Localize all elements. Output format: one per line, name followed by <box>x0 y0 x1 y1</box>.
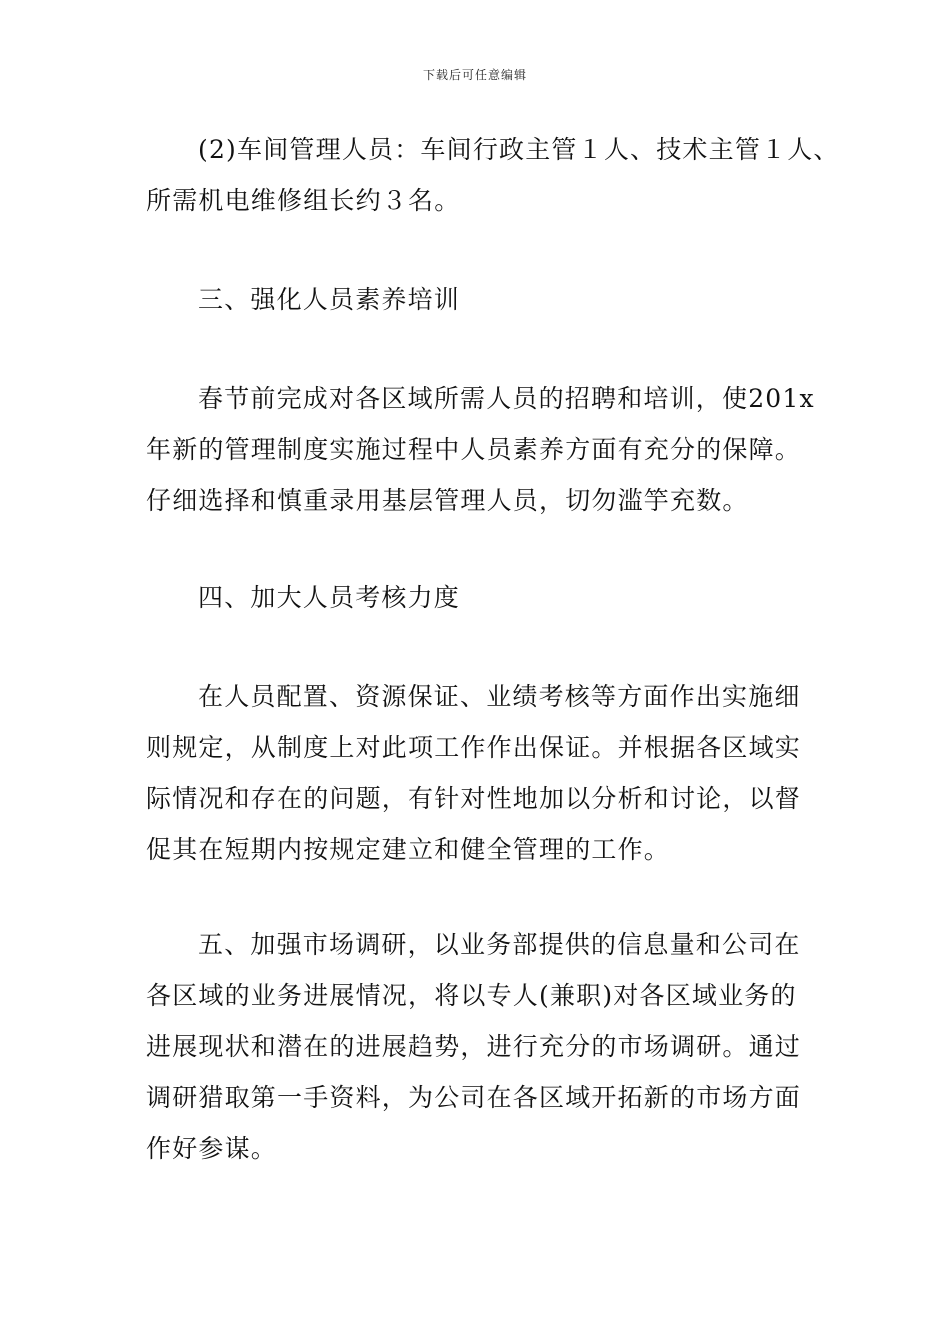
text-line: 五、加强市场调研，以业务部提供的信息量和公司在 <box>198 930 801 959</box>
text-line: 调研猎取第一手资料，为公司在各区域开拓新的市场方面 <box>146 1083 802 1112</box>
heading-text: 三、强化人员素养培训 <box>198 285 461 314</box>
section-heading-3 <box>146 274 826 325</box>
text-line: (2)车间管理人员：车间行政主管１人、技术主管１人、 <box>198 135 840 164</box>
text-line: 在人员配置、资源保证、业绩考核等方面作出实施细 <box>198 682 801 711</box>
paragraph-assessment <box>146 671 826 875</box>
paragraph-training <box>146 373 826 526</box>
header-note: 下载后可任意编辑 <box>422 68 527 82</box>
text-line: 则规定，从制度上对此项工作作出保证。并根据各区域实 <box>146 733 802 762</box>
text-line: 年新的管理制度实施过程中人员素养方面有充分的保障。 <box>146 435 802 464</box>
text-line: 作好参谋。 <box>146 1134 278 1163</box>
paragraph-management-staff <box>146 124 840 226</box>
text-line: 际情况和存在的问题，有针对性地加以分析和讨论，以督 <box>146 784 802 813</box>
text-line: 促其在短期内按规定建立和健全管理的工作。 <box>146 835 671 864</box>
text-line: 所需机电维修组长约３名。 <box>146 186 461 215</box>
heading-text: 四、加大人员考核力度 <box>198 583 461 612</box>
text-line: 仔细选择和慎重录用基层管理人员，切勿滥竽充数。 <box>146 486 749 515</box>
text-line: 各区域的业务进展情况，将以专人(兼职)对各区域业务的 <box>146 981 797 1010</box>
paragraph-market-research <box>146 919 826 1174</box>
text-line: 春节前完成对各区域所需人员的招聘和培训，使201x <box>198 384 815 413</box>
section-heading-4 <box>146 572 826 623</box>
text-line: 进展现状和潜在的进展趋势，进行充分的市场调研。通过 <box>146 1032 802 1061</box>
